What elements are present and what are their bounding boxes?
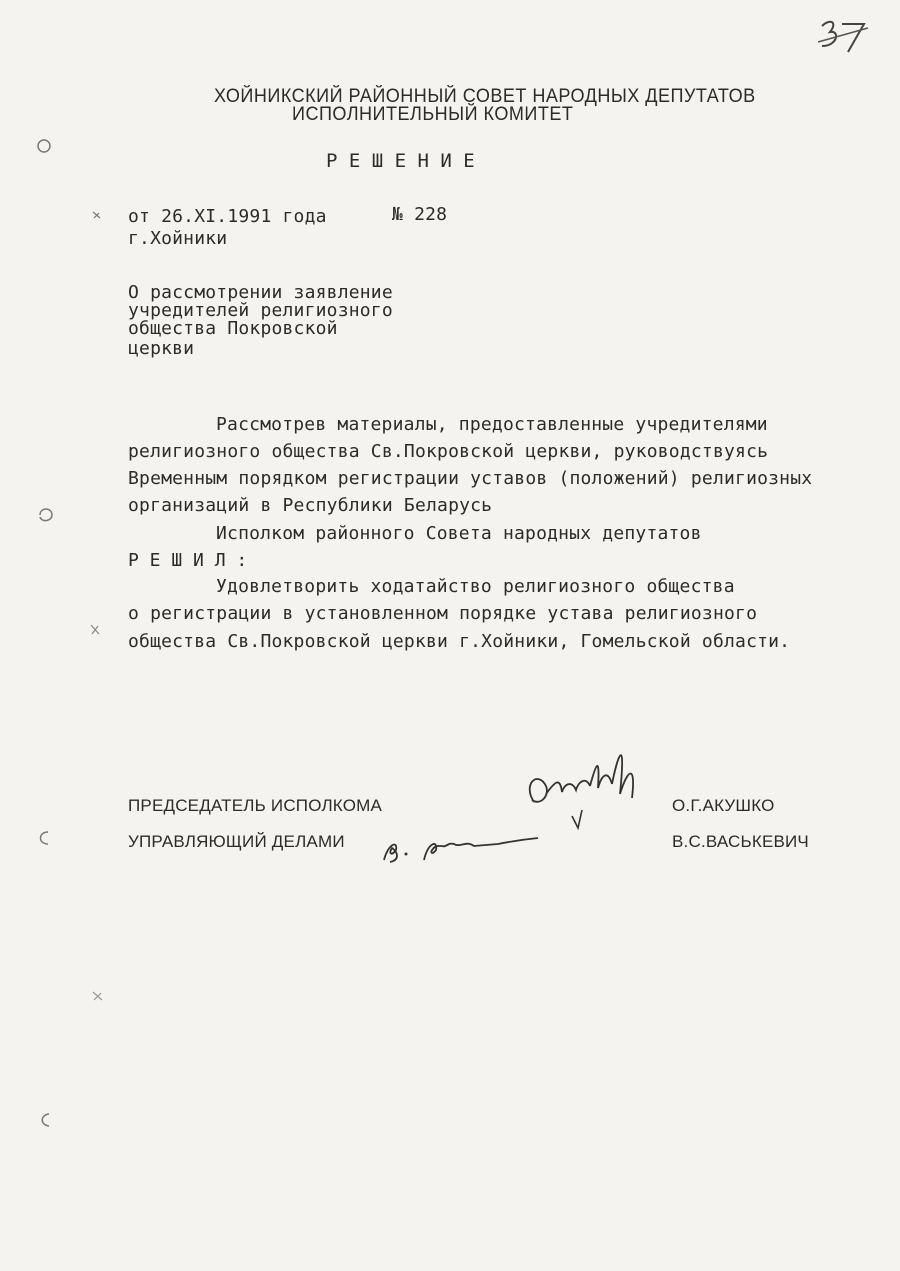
punch-hole-mark (36, 1110, 54, 1130)
margin-mark (90, 988, 106, 1004)
margin-mark (90, 208, 104, 222)
body-line: религиозного общества Св.Покровской церкви, руководствуясь (128, 441, 769, 462)
resolved-heading: Р Е Ш И Л : (128, 550, 248, 571)
document-title: Р Е Ш Е Н И Е (326, 150, 475, 172)
subject-line: учредителей религиозного (128, 300, 393, 321)
header-council: ХОЙНИКСКИЙ РАЙОННЫЙ СОВЕТ НАРОДНЫХ ДЕПУТАТОВ (214, 86, 756, 107)
subject-line: О рассмотрении заявление (128, 282, 393, 303)
body-line: о регистрации в установленном порядке устава религиозного (128, 603, 758, 624)
subject-line: церкви (128, 338, 195, 359)
decision-date: от 26.XI.1991 года (128, 206, 327, 227)
body-line: Рассмотрев материалы, предоставленные учредителями (216, 414, 768, 435)
body-line: общества Св.Покровской церкви г.Хойники, Гомельской области. (128, 631, 791, 652)
subject-line: общества Покровской (128, 318, 338, 339)
signatory-name: В.С.ВАСЬКЕВИЧ (672, 832, 809, 851)
margin-mark (88, 622, 102, 638)
body-line: организаций в Республики Беларусь (128, 495, 493, 516)
chairman-signature (516, 724, 656, 834)
body-line: Временным порядком регистрации уставов (положений) религиозных (128, 468, 813, 489)
handwritten-page-number (812, 12, 872, 56)
body-line: Удовлетворить ходатайство религиозного общества (216, 576, 735, 597)
decision-number: № 228 (392, 204, 448, 225)
header-committee: ИСПОЛНИТЕЛЬНЫЙ КОМИТЕТ (292, 104, 574, 125)
signatory-name: О.Г.АКУШКО (672, 796, 775, 815)
manager-signature (378, 830, 548, 870)
body-line: Исполком районного Совета народных депутатов (216, 523, 702, 544)
signatory-position: ПРЕДСЕДАТЕЛЬ ИСПОЛКОМА (128, 796, 383, 815)
signatory-position: УПРАВЛЯЮЩИЙ ДЕЛАМИ (128, 832, 345, 851)
decision-place: г.Хойники (128, 228, 228, 249)
punch-hole-mark (34, 136, 54, 156)
punch-hole-mark (34, 828, 54, 848)
punch-hole-mark (34, 505, 56, 525)
